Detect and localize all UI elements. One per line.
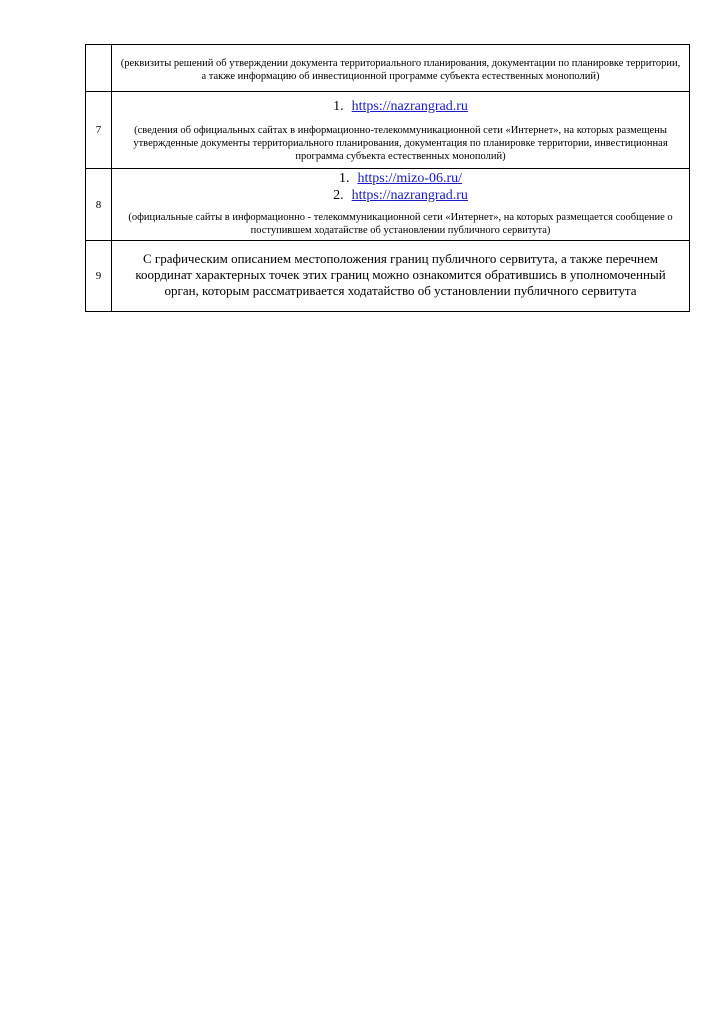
row-note: (официальные сайты в информационно - телекоммуникационной сети «Интернет», на которых размещается сообщение о поступившем ходатайстве об установлении публичного сервитута) xyxy=(128,212,673,236)
link-list xyxy=(112,170,689,204)
row-number-cell xyxy=(86,45,112,92)
row-content-cell xyxy=(112,45,690,92)
list-item xyxy=(112,187,689,204)
row-content-cell xyxy=(112,92,690,169)
table-row xyxy=(86,45,690,92)
info-table xyxy=(85,44,690,312)
row-note: (реквизиты решений об утверждении документа территориального планирования, документации по планировке территории, а также информацию об инвестиционной программе субъекта естественных монополий) xyxy=(120,57,681,82)
row-number-cell: 9 xyxy=(86,241,112,312)
link-list xyxy=(112,98,689,115)
list-item-number: 1. xyxy=(333,99,344,114)
site-link[interactable]: https://nazrangrad.ru xyxy=(351,188,468,203)
table-row xyxy=(86,92,690,169)
row-number-cell: 8 xyxy=(86,169,112,241)
table-row xyxy=(86,169,690,241)
row-content-cell xyxy=(112,241,690,312)
list-item-number: 2. xyxy=(333,188,344,203)
list-item xyxy=(112,170,689,187)
list-item xyxy=(112,98,689,115)
row-content-cell xyxy=(112,169,690,241)
row-note: (сведения об официальных сайтах в информационно-телекоммуникационной сети «Интернет», на которых размещены утвержденные документы территориального планирования, документация по планировке территории, инвестиционная программа субъекта естественных монополий) xyxy=(133,125,668,162)
row-number-cell: 7 xyxy=(86,92,112,169)
row-text: С графическим описанием местоположения границ публичного сервитута, а также перечнем координат характерных точек этих границ можно ознакомится обратившись в уполномоченный орган, которым рассматривается ходатайство об установлении публичного сервитута xyxy=(135,251,666,298)
site-link[interactable]: https://nazrangrad.ru xyxy=(351,99,468,114)
table-row xyxy=(86,241,690,312)
list-item-number: 1. xyxy=(338,171,350,186)
site-link[interactable]: https://mizo-06.ru/ xyxy=(357,171,463,186)
